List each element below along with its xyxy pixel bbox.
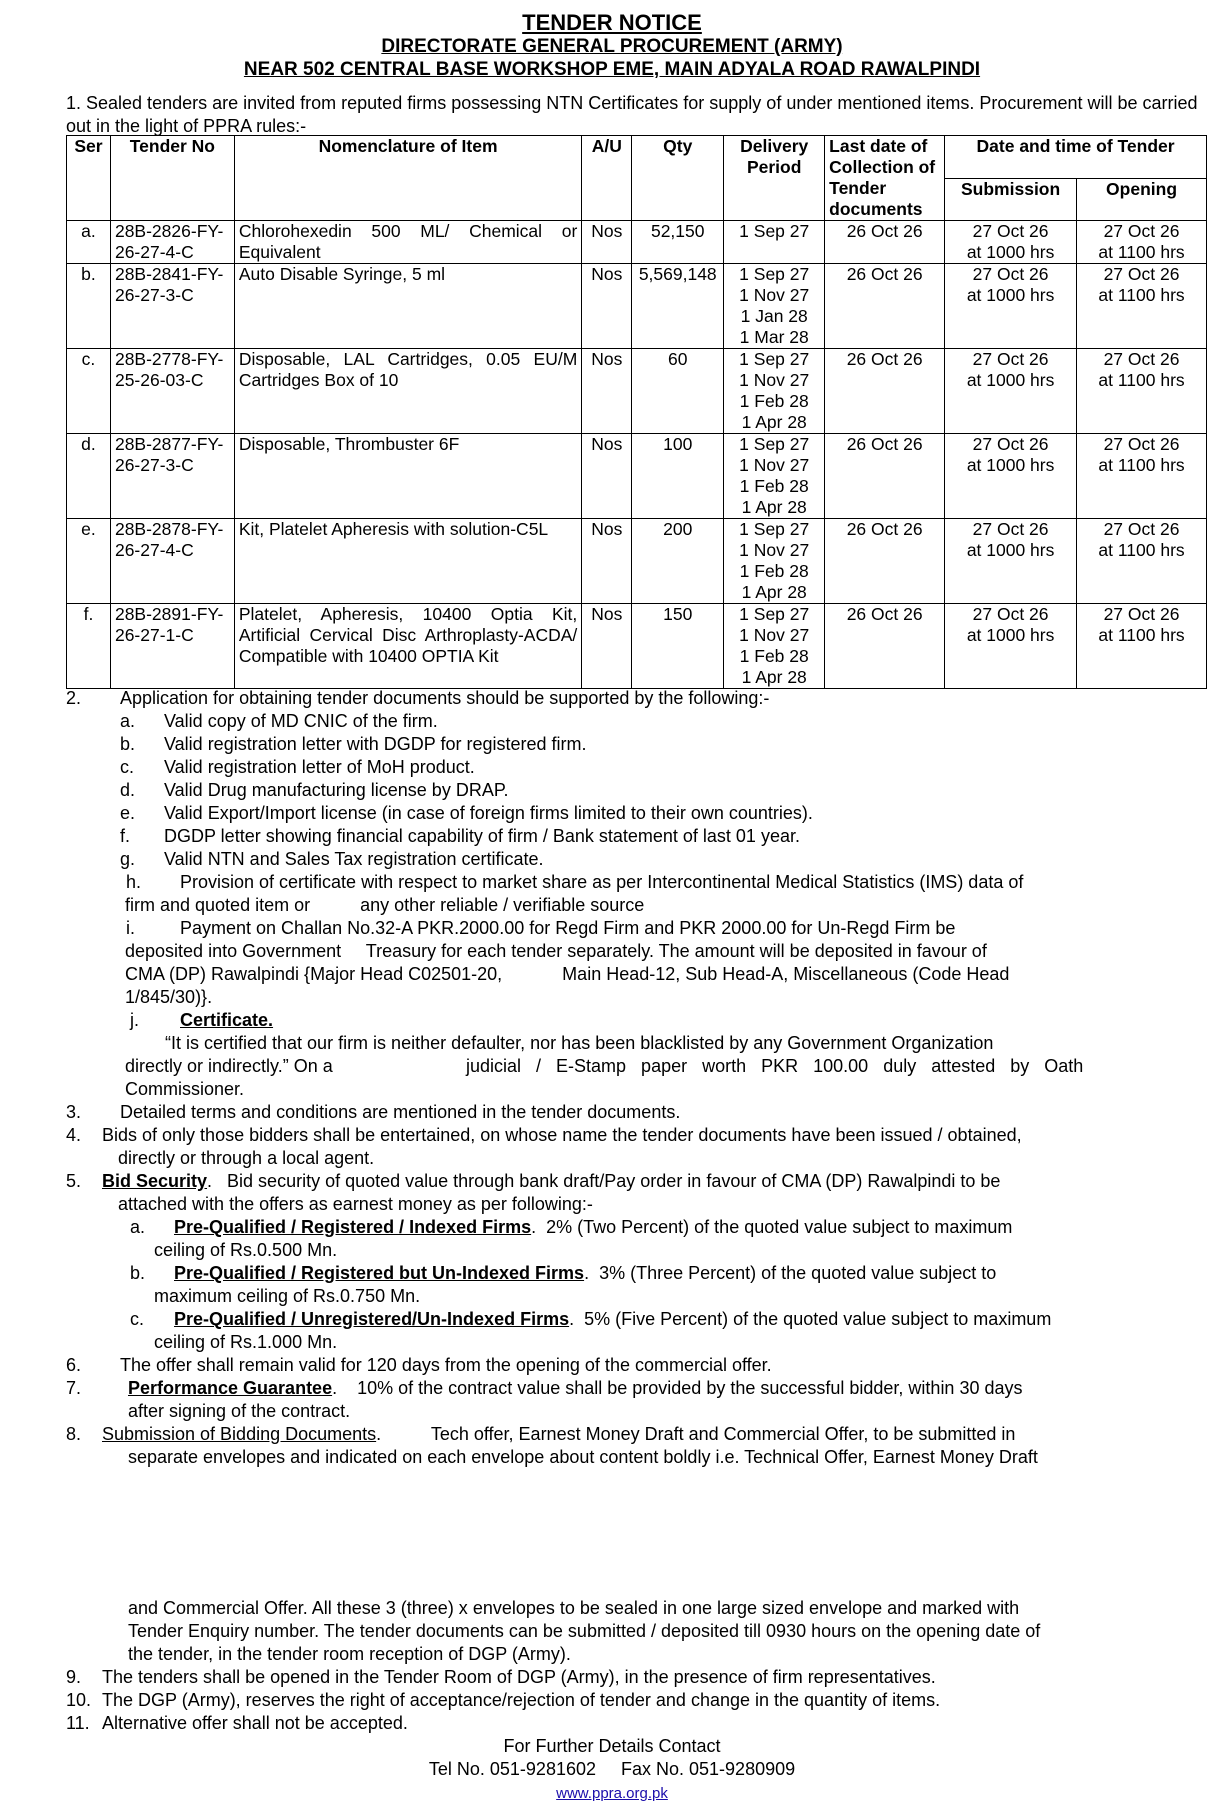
para-5-num: 5.: [66, 1171, 82, 1191]
para-2-h-line1: Provision of certificate with respect to market share as per Intercontinental Medical Statistics (IMS) data of: [180, 872, 1024, 892]
cell-tender-no: 28B-2878-FY-26-27-4-C: [110, 519, 234, 604]
para-8-continued: [66, 1597, 1211, 1735]
para-5-b-text: . 3% (Three Percent) of the quoted value subject to: [584, 1263, 997, 1283]
list-item: [66, 756, 1211, 779]
para-4-line1: Bids of only those bidders shall be entertained, on whose name the tender documents have been issued / obtained,: [102, 1125, 1022, 1145]
list-item-text: Valid Export/Import license (in case of foreign firms limited to their own countries).: [164, 803, 813, 823]
cell-item: Platelet, Apheresis, 10400 Optia Kit, Artificial Cervical Disc Arthroplasty-ACDA/ Compatible with 10400 OPTIA Kit: [234, 604, 581, 689]
table-row: [67, 264, 1207, 349]
list-item-label: g.: [120, 849, 136, 869]
para-8-text: . Tech offer, Earnest Money Draft and Commercial Offer, to be submitted in: [376, 1424, 1016, 1444]
footer-contact: For Further Details Contact: [503, 1736, 721, 1756]
para-2-j-line1: “It is certified that our firm is neither defaulter, nor has been blacklisted by any Government Organization: [165, 1033, 994, 1053]
col-date-time: Date and time of Tender: [945, 136, 1207, 179]
list-item: [66, 733, 1211, 756]
para-2-j-title: Certificate.: [180, 1010, 274, 1030]
cell-last-date: 26 Oct 26: [825, 604, 945, 689]
cell-item: Disposable, LAL Cartridges, 0.05 EU/M Cartridges Box of 10: [234, 349, 581, 434]
cell-submission: 27 Oct 26 at 1000 hrs: [945, 264, 1077, 349]
footer-phones: Tel No. 051-9281602 Fax No. 051-9280909: [428, 1759, 796, 1779]
cell-opening: 27 Oct 26 at 1100 hrs: [1077, 221, 1207, 264]
para-5-line2: attached with the offers as earnest money as per following:-: [118, 1194, 593, 1214]
footer-website-wrap: [0, 1781, 1224, 1805]
col-delivery: Delivery Period: [724, 136, 825, 221]
para-5-c-line2: ceiling of Rs.1.000 Mn.: [154, 1332, 338, 1352]
cell-item: Disposable, Thrombuster 6F: [234, 434, 581, 519]
col-tender-no: Tender No: [110, 136, 234, 221]
col-qty: Qty: [632, 136, 724, 221]
cell-tender-no: 28B-2841-FY-26-27-3-C: [110, 264, 234, 349]
table-row: [67, 434, 1207, 519]
cell-last-date: 26 Oct 26: [825, 519, 945, 604]
col-last-date: Last date of Collection of Tender documents: [825, 136, 945, 221]
cell-delivery: 1 Sep 27 1 Nov 27 1 Feb 28 1 Apr 28: [724, 434, 825, 519]
cell-ser: d.: [67, 434, 111, 519]
cell-submission: 27 Oct 26 at 1000 hrs: [945, 221, 1077, 264]
list-item-text: Valid copy of MD CNIC of the firm.: [164, 711, 438, 731]
org-address: NEAR 502 CENTRAL BASE WORKSHOP EME, MAIN ADYALA ROAD RAWALPINDI: [243, 59, 981, 80]
list-item: [66, 825, 1211, 848]
table-row: [67, 349, 1207, 434]
col-opening: Opening: [1077, 178, 1207, 221]
cell-au: Nos: [582, 604, 632, 689]
cell-qty: 150: [632, 604, 724, 689]
para-5-title: Bid Security: [102, 1171, 208, 1191]
cell-delivery: 1 Sep 27 1 Nov 27 1 Feb 28 1 Apr 28: [724, 604, 825, 689]
table-body: [67, 221, 1207, 689]
table-row: [67, 519, 1207, 604]
cell-delivery: 1 Sep 27: [724, 221, 825, 264]
para-8-line2: separate envelopes and indicated on each envelope about content boldly i.e. Technical Offer, Earnest Money Draft: [128, 1447, 1038, 1467]
list-item-text: Valid registration letter of MoH product.: [164, 757, 475, 777]
cell-ser: b.: [67, 264, 111, 349]
cell-ser: e.: [67, 519, 111, 604]
list-item-label: a.: [120, 711, 136, 731]
para-8-title: Submission of Bidding Documents: [102, 1424, 377, 1444]
para-2: [66, 687, 1211, 1469]
para-5-c-title: Pre-Qualified / Unregistered/Un-Indexed Firms: [174, 1309, 570, 1329]
cell-tender-no: 28B-2891-FY-26-27-1-C: [110, 604, 234, 689]
para-2-j-line2b: judicial / E-Stamp paper worth PKR 100.00 duly attested by Oath: [466, 1056, 1084, 1076]
cell-qty: 60: [632, 349, 724, 434]
cell-opening: 27 Oct 26 at 1100 hrs: [1077, 434, 1207, 519]
list-item-text: Valid Drug manufacturing license by DRAP.: [164, 780, 509, 800]
para-2-i-line3: CMA (DP) Rawalpindi {Major Head C02501-20, Main Head-12, Sub Head-A, Miscellaneous (Code Head: [125, 964, 1010, 984]
list-item: [66, 848, 1211, 871]
para-2-h-label: h.: [126, 872, 142, 892]
para-9-num: 9.: [66, 1667, 82, 1687]
cell-tender-no: 28B-2778-FY-25-26-03-C: [110, 349, 234, 434]
list-item: [66, 710, 1211, 733]
intro-paragraph: 1. Sealed tenders are invited from reputed firms possessing NTN Certificates for supply of under mentioned items. Procurement will be carried out in the light of PPRA rules:-: [66, 93, 1198, 136]
para-8-line4: Tender Enquiry number. The tender documents can be submitted / deposited till 0930 hours on the opening date of: [128, 1621, 1041, 1641]
para-3-text: Detailed terms and conditions are mentioned in the tender documents.: [120, 1102, 681, 1122]
cell-item: Auto Disable Syringe, 5 ml: [234, 264, 581, 349]
cell-submission: 27 Oct 26 at 1000 hrs: [945, 604, 1077, 689]
cell-item: Kit, Platelet Apheresis with solution-C5L: [234, 519, 581, 604]
table-row: [67, 604, 1207, 689]
cell-ser: a.: [67, 221, 111, 264]
para-9-text: The tenders shall be opened in the Tender Room of DGP (Army), in the presence of firm representatives.: [102, 1667, 936, 1687]
para-5-a-text: . 2% (Two Percent) of the quoted value subject to maximum: [531, 1217, 1013, 1237]
para-2-i-label: i.: [126, 918, 135, 938]
cell-qty: 52,150: [632, 221, 724, 264]
para-11-text: Alternative offer shall not be accepted.: [102, 1713, 408, 1733]
para-5-b-line2: maximum ceiling of Rs.0.750 Mn.: [154, 1286, 421, 1306]
cell-last-date: 26 Oct 26: [825, 264, 945, 349]
col-ser: Ser: [67, 136, 111, 221]
para-5-a-label: a.: [130, 1217, 146, 1237]
para-2-num: 2.: [66, 688, 82, 708]
cell-opening: 27 Oct 26 at 1100 hrs: [1077, 604, 1207, 689]
cell-last-date: 26 Oct 26: [825, 434, 945, 519]
cell-au: Nos: [582, 221, 632, 264]
para-7-num: 7.: [66, 1378, 82, 1398]
cell-submission: 27 Oct 26 at 1000 hrs: [945, 519, 1077, 604]
para-5-b-label: b.: [130, 1263, 146, 1283]
para-5-c-text: . 5% (Five Percent) of the quoted value subject to maximum: [569, 1309, 1052, 1329]
cell-delivery: 1 Sep 27 1 Nov 27 1 Feb 28 1 Apr 28: [724, 349, 825, 434]
para-6-num: 6.: [66, 1355, 82, 1375]
notice-title: TENDER NOTICE: [522, 10, 702, 35]
cell-last-date: 26 Oct 26: [825, 221, 945, 264]
cell-qty: 100: [632, 434, 724, 519]
table-header-row: [67, 136, 1207, 179]
para-5-c-label: c.: [130, 1309, 145, 1329]
col-submission: Submission: [945, 178, 1077, 221]
para-2-items: [66, 710, 1211, 871]
list-item: [66, 802, 1211, 825]
para-2-i-line4: 1/845/30)}.: [125, 987, 213, 1007]
para-5-a-title: Pre-Qualified / Registered / Indexed Firms: [174, 1217, 532, 1237]
para-2-j-line3: Commissioner.: [125, 1079, 245, 1099]
cell-submission: 27 Oct 26 at 1000 hrs: [945, 349, 1077, 434]
para-5-b-title: Pre-Qualified / Registered but Un-Indexed Firms: [174, 1263, 585, 1283]
para-5-a-line2: ceiling of Rs.0.500 Mn.: [154, 1240, 338, 1260]
col-au: A/U: [582, 136, 632, 221]
cell-submission: 27 Oct 26 at 1000 hrs: [945, 434, 1077, 519]
para-7-title: Performance Guarantee: [128, 1378, 333, 1398]
para-7-text: . 10% of the contract value shall be provided by the successful bidder, within 30 days: [332, 1378, 1023, 1398]
cell-opening: 27 Oct 26 at 1100 hrs: [1077, 349, 1207, 434]
para-2-i-line2: deposited into Government Treasury for each tender separately. The amount will be deposited in favour of: [125, 941, 987, 961]
para-10-num: 10.: [66, 1690, 92, 1710]
cell-au: Nos: [582, 519, 632, 604]
org-name: DIRECTORATE GENERAL PROCUREMENT (ARMY): [381, 36, 843, 57]
para-10-text: The DGP (Army), reserves the right of acceptance/rejection of tender and change in the quantity of items.: [102, 1690, 941, 1710]
cell-last-date: 26 Oct 26: [825, 349, 945, 434]
col-item: Nomenclature of Item: [234, 136, 581, 221]
list-item: [66, 779, 1211, 802]
para-2-j-line2a: directly or indirectly.” On a: [125, 1056, 333, 1076]
para-8-line5: the tender, in the tender room reception of DGP (Army).: [128, 1644, 571, 1664]
website-link[interactable]: www.ppra.org.pk: [556, 1785, 668, 1802]
list-item-text: Valid NTN and Sales Tax registration certificate.: [164, 849, 544, 869]
cell-qty: 5,569,148: [632, 264, 724, 349]
list-item-text: Valid registration letter with DGDP for registered firm.: [164, 734, 587, 754]
list-item-label: d.: [120, 780, 136, 800]
list-item-label: b.: [120, 734, 136, 754]
cell-opening: 27 Oct 26 at 1100 hrs: [1077, 264, 1207, 349]
tender-table: [66, 135, 1207, 689]
list-item-label: e.: [120, 803, 136, 823]
cell-au: Nos: [582, 264, 632, 349]
cell-au: Nos: [582, 434, 632, 519]
para-8-line3: and Commercial Offer. All these 3 (three) x envelopes to be sealed in one large sized envelope and marked with: [128, 1598, 1020, 1618]
para-8-num: 8.: [66, 1424, 82, 1444]
cell-tender-no: 28B-2877-FY-26-27-3-C: [110, 434, 234, 519]
para-2-i-line1: Payment on Challan No.32-A PKR.2000.00 for Regd Firm and PKR 2000.00 for Un-Regd Firm be: [180, 918, 956, 938]
cell-delivery: 1 Sep 27 1 Nov 27 1 Jan 28 1 Mar 28: [724, 264, 825, 349]
cell-opening: 27 Oct 26 at 1100 hrs: [1077, 519, 1207, 604]
para-3-num: 3.: [66, 1102, 82, 1122]
cell-ser: c.: [67, 349, 111, 434]
list-item-text: DGDP letter showing financial capability of firm / Bank statement of last 01 year.: [164, 826, 800, 846]
para-2-j-label: j.: [130, 1010, 139, 1030]
list-item-label: f.: [120, 826, 131, 846]
para-4-line2: directly or through a local agent.: [118, 1148, 375, 1168]
para-6-text: The offer shall remain valid for 120 days from the opening of the commercial offer.: [120, 1355, 772, 1375]
cell-au: Nos: [582, 349, 632, 434]
para-11-num: 11.: [66, 1713, 90, 1733]
para-5-line1: . Bid security of quoted value through bank draft/Pay order in favour of CMA (DP) Rawalpindi to be: [207, 1171, 1001, 1191]
table-row: [67, 221, 1207, 264]
cell-qty: 200: [632, 519, 724, 604]
list-item-label: c.: [120, 757, 135, 777]
cell-delivery: 1 Sep 27 1 Nov 27 1 Feb 28 1 Apr 28: [724, 519, 825, 604]
para-7-line2: after signing of the contract.: [128, 1401, 351, 1421]
cell-item: Chlorohexedin 500 ML/ Chemical or Equivalent: [234, 221, 581, 264]
cell-tender-no: 28B-2826-FY-26-27-4-C: [110, 221, 234, 264]
para-2-text: Application for obtaining tender documents should be supported by the following:-: [120, 688, 770, 708]
cell-ser: f.: [67, 604, 111, 689]
para-2-h-line2: firm and quoted item or any other reliable / verifiable source: [125, 895, 645, 915]
para-4-num: 4.: [66, 1125, 82, 1145]
